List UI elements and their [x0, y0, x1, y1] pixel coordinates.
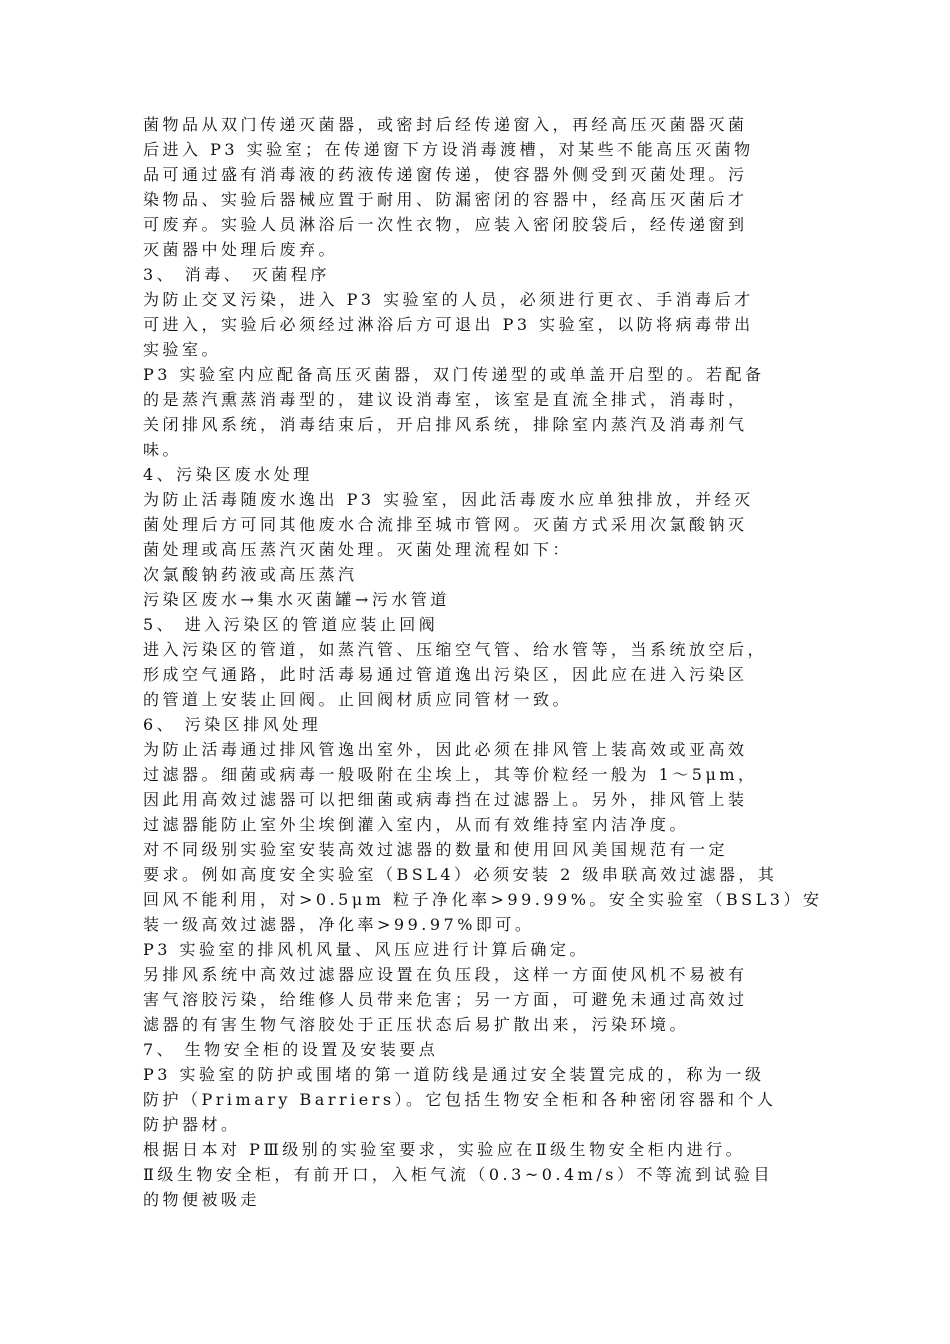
- text-line: 对不同级别实验室安装高效过滤器的数量和使用回风美国规范有一定: [143, 840, 729, 859]
- text-line: P3 实验室内应配备高压灭菌器，双门传递型的或单盖开启型的。若配备: [143, 365, 765, 384]
- text-line: 为防止活毒通过排风管逸出室外，因此必须在排风管上装高效或亚高效: [143, 740, 748, 759]
- process-flow: 污染区废水→集水灭菌罐→污水管道: [143, 590, 450, 609]
- text-line: 根据日本对 PⅢ级别的实验室要求，实验应在Ⅱ级生物安全柜内进行。: [143, 1140, 746, 1159]
- text-line: 的是蒸汽熏蒸消毒型的，建议设消毒室，该室是直流全排式，消毒时，: [143, 390, 748, 409]
- text-line: 实验室。: [143, 340, 222, 359]
- text-line: 要求。例如高度安全实验室（BSL4）必须安装 2 级串联高效过滤器，其: [143, 865, 778, 884]
- text-line: 防护（Primary Barriers）。它包括生物安全柜和各种密闭容器和个人: [143, 1090, 777, 1109]
- text-line: 过滤器。细菌或病毒一般吸附在尘埃上，其等价粒经一般为 1～5μm，: [143, 765, 758, 784]
- text-line: 灭菌器中处理后废弃。: [143, 240, 339, 259]
- section-heading-6: 6、 污染区排风处理: [143, 715, 322, 734]
- text-line: 味。: [143, 440, 183, 459]
- text-line: 滤器的有害生物气溶胶处于正压状态后易扩散出来，污染环境。: [143, 1015, 690, 1034]
- text-line: 形成空气通路，此时活毒易通过管道逸出污染区，因此应在进入污染区: [143, 665, 748, 684]
- text-line: 防护器材。: [143, 1115, 241, 1134]
- text-line: Ⅱ级生物安全柜，有前开口，入柜气流（0.3~0.4m/s）不等流到试验目: [143, 1165, 773, 1184]
- text-line: 后进入 P3 实验室；在传递窗下方设消毒渡槽，对某些不能高压灭菌物: [143, 140, 754, 159]
- text-line: 因此用高效过滤器可以把细菌或病毒挡在过滤器上。另外，排风管上装: [143, 790, 748, 809]
- text-line: 的物便被吸走: [143, 1190, 261, 1209]
- process-label: 次氯酸钠药液或高压蒸汽: [143, 565, 358, 584]
- text-line: 菌物品从双门传递灭菌器，或密封后经传递窗入，再经高压灭菌器灭菌: [143, 115, 748, 134]
- text-line: 装一级高效过滤器，净化率>99.97%即可。: [143, 915, 535, 934]
- text-line: 菌处理后方可同其他废水合流排至城市管网。灭菌方式采用次氯酸钠灭: [143, 515, 748, 534]
- text-line: 过滤器能防止室外尘埃倒灌入室内，从而有效维持室内洁净度。: [143, 815, 690, 834]
- text-line: 进入污染区的管道，如蒸汽管、压缩空气管、给水管等，当系统放空后，: [143, 640, 768, 659]
- text-line: 菌处理或高压蒸汽灭菌处理。灭菌处理流程如下：: [143, 540, 573, 559]
- section-heading-7: 7、 生物安全柜的设置及安装要点: [143, 1040, 439, 1059]
- text-line: 回风不能利用，对>0.5μm 粒子净化率>99.99%。安全实验室（BSL3）安: [143, 890, 823, 909]
- section-heading-4: 4、污染区废水处理: [143, 465, 313, 484]
- text-line: 品可通过盛有消毒液的药液传递窗传递，使容器外侧受到灭菌处理。污: [143, 165, 748, 184]
- text-line: 可废弃。实验人员淋浴后一次性衣物，应装入密闭胶袋后，经传递窗到: [143, 215, 748, 234]
- text-line: P3 实验室的防护或围堵的第一道防线是通过安全装置完成的，称为一级: [143, 1065, 765, 1084]
- text-line: 为防止交叉污染，进入 P3 实验室的人员，必须进行更衣、手消毒后才: [143, 290, 754, 309]
- text-line: 的管道上安装止回阀。止回阀材质应同管材一致。: [143, 690, 573, 709]
- text-line: 染物品、实验后器械应置于耐用、防漏密闭的容器中，经高压灭菌后才: [143, 190, 748, 209]
- text-line: 害气溶胶污染，给维修人员带来危害；另一方面，可避免未通过高效过: [143, 990, 748, 1009]
- text-line: 为防止活毒随废水逸出 P3 实验室，因此活毒废水应单独排放，并经灭: [143, 490, 754, 509]
- text-line: P3 实验室的排风机风量、风压应进行计算后确定。: [143, 940, 590, 959]
- document-body: [143, 112, 823, 1212]
- section-heading-3: 3、 消毒、 灭菌程序: [143, 265, 330, 284]
- section-heading-5: 5、 进入污染区的管道应装止回阀: [143, 615, 439, 634]
- text-line: 关闭排风系统，消毒结束后，开启排风系统，排除室内蒸汽及消毒剂气: [143, 415, 748, 434]
- text-line: 可进入，实验后必须经过淋浴后方可退出 P3 实验室，以防将病毒带出: [143, 315, 754, 334]
- text-line: 另排风系统中高效过滤器应设置在负压段，这样一方面使风机不易被有: [143, 965, 748, 984]
